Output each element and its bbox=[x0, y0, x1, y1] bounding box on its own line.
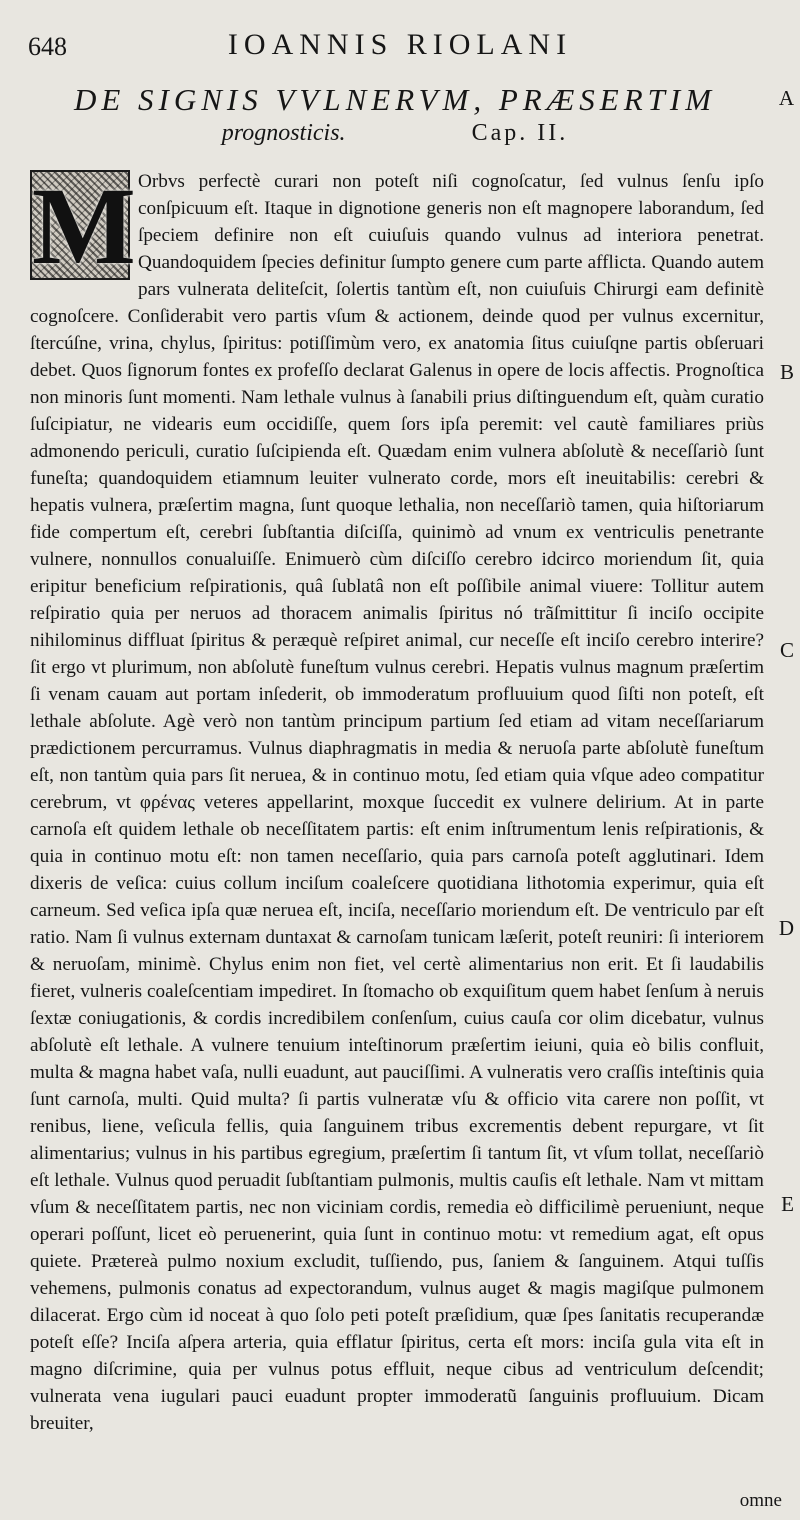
margin-letter-c: C bbox=[779, 638, 794, 662]
margin-letter-d: D bbox=[778, 916, 794, 940]
running-title: IOANNIS RIOLANI bbox=[227, 28, 573, 61]
decorated-initial bbox=[30, 165, 136, 287]
catchword: omne bbox=[739, 1490, 782, 1511]
chapter-title: DE SIGNIS VVLNERVM, PRÆSERTIM bbox=[73, 82, 717, 117]
chapter-number: Cap. II. bbox=[471, 120, 569, 146]
margin-letter-a: A bbox=[778, 86, 794, 110]
margin-letter-b: B bbox=[779, 360, 794, 384]
chapter-subtitle: prognosticis. bbox=[221, 120, 346, 146]
chapter-heading bbox=[50, 82, 740, 148]
decorated-initial-letter: M bbox=[32, 165, 136, 287]
body-paragraph: Orbvs perfectè curari non poteſt niſi cognoſcatur, ſed vulnus ſenſu ipſo conſpicuum eſt. Itaque in dignotione generis non eſt magnopere laborandum, ſed ſpeciem definire non eſt cuiuſuis quando vulnus ad interiora penetrat. Quandoquidem ſpecies definitur ſumpto genere cum parte afflicta. Quando autem pars vulnerata deliteſcit, ſolertis tantùm eſt, non cuiuſuis Chirurgi eam definitè cognoſcere. Conſiderabit vero partis vſum & actionem, deinde quod per vulnus excernitur, ſtercúſne, vrina, chylus, ſpiritus: potiſſimùm vero, ex anatomia ſitus cuiuſqne partis obſeruari debet. Quos ſignorum fontes ex profeſſo declarat Galenus in opere de locis affectis. Prognoſtica non minoris ſunt momenti. Nam lethale vulnus à ſanabili prius diſtinguendum eſt, quàm curatio ſuſcipiatur, ne videaris eum occidiſſe, quem ſors ipſa peremit: vel cautè familiares priùs admonendo periculi, curatio ſuſcipienda eſt. Quædam enim vulnera abſolutè & neceſſariò ſunt funeſta; quandoquidem etiamnum leuiter vulnerato corde, mors eſt ineuitabilis: cerebri & hepatis vulnera, præſertim magna, ſunt quoque lethalia, non neceſſariò tamen, quia hiſtoriarum fide compertum eſt, cerebri ſubſtantia diſciſſa, quinimò ad vnum ex ventriculis penetrante vulnere, nonnullos conualuiſſe. Enimuerò cùm diſciſſo cerebro idcirco moriendum ſit, quia eripitur beneficium reſpirationis, quâ ſublatâ non eſt poſſibile animal viuere: Tollitur autem reſpiratio quia per neruos ad thoracem animalis ſpiritus nó trãſmittitur ſi inciſo occipite nihilominus diffluat ſpiritus & peræquè reſpiret animal, cur neceſſe eſt inciſo cerebro interire? ſit ergo vt plurimum, non abſolutè funeſtum vulnus cerebri. Hepatis vulnus magnum præſertim ſi venam cauam aut portam inſederit, ob immoderatum profluuium quod ſiſti non poteſt, eſt lethale abſolute. Agè verò non tantùm principum partium ſed etiam ad vitam neceſſariarum prædictionem percurramus. Vulnus diaphragmatis in media & neruoſa parte abſolutè funeſtum eſt, non tantùm quia pars ſit neruea, & in continuo motu, ſed etiam quia vſque adeo compatitur cerebrum, vt φρένας veteres appellarint, moxque ſuccedit ex vulnere delirium. At in parte carnoſa eſt quidem lethale ob neceſſitatem partis: eſt enim inſtrumentum lenis reſpirationis, & quia in continuo motu eſt: non tamen neceſſario, quia pars carnoſa poteſt agglutinari. Idem dixeris de veſica: cuius collum inciſum coaleſcere quotidiana lithotomia experimur, quia eſt carneum. Sed veſica ipſa quæ neruea eſt, inciſa, neceſſario moriendum eſt. De ventriculo par eſt ratio. Nam ſi vulnus externam duntaxat & carnoſam tunicam læſerit, poteſt reuniri: ſi interiorem & neruoſam, minimè. Chylus enim non fiet, vel certè alimentarius non erit. Et ſi laudabilis fieret, vulneris coaleſcentiam impediret. In ſtomacho ob exquiſitum quem habet ſenſum à neruis ſextæ coniugationis, & cordis incredibilem conſenſum, cuius cauſa cor olim dicebatur, vulnus abſolutè eſt lethale. A vulnere tenuium inteſtinorum præſertim ieiuni, quia eò bilis confluit, multa & magna habet vaſa, nulli euadunt, aut pauciſſimi. A vulneratis vero craſſis inteſtinis quia ſunt carnoſa, multi. Quid multa? ſi partis vulneratæ vſu & officio vita carere non poſſit, vt renibus, liene, veſicula fellis, quia ſanguinem tribus excrementis debent repurgare, vt ſit alimentarius; vulnus in his partibus egregium, præſertim ſi tantum ſit, vt vſum tollat, neceſſariò eſt lethale. Vulnus quod peruadit ſubſtantiam pulmonis, multis cauſis eſt lethale. Nam vt mittam vſum & neceſſitatem partis, nec non viciniam cordis, remedia eò difficilimè perueniunt, neque operari poſſunt, licet eò peruenerint, quia ſunt in continuo motu: vt remedium agat, eſt opus quiete. Prætereà pulmo noxium excludit, tuſſiendo, pus, ſaniem & ſanguinem. Atqui tuſſis vehemens, pulmonis conatus ad expectorandum, vulnus auget & magis magiſque pulmonem dilacerat. Ergo cùm id noceat à quo ſolo peti poteſt præſidium, quæ ſpes ſanitatis recuperandæ poteſt eſſe? Inciſa aſpera arteria, quia efflatur ſpiritus, certa eſt mors: inciſa gula vita eſt in magno diſcrimine, quia per vulnus potus effluit, neque cibus ad ventriculum deſcendit; vulnerata vena iugulari pauci euadunt propter immoderatũ ſanguinis profluuium. Dicam breuiter, bbox=[30, 171, 764, 1434]
chapter-subtitle-line bbox=[50, 118, 740, 148]
body-text bbox=[30, 165, 764, 1437]
page-number: 648 bbox=[28, 32, 67, 61]
running-head bbox=[20, 28, 780, 68]
margin-letter-e: E bbox=[781, 1192, 794, 1216]
